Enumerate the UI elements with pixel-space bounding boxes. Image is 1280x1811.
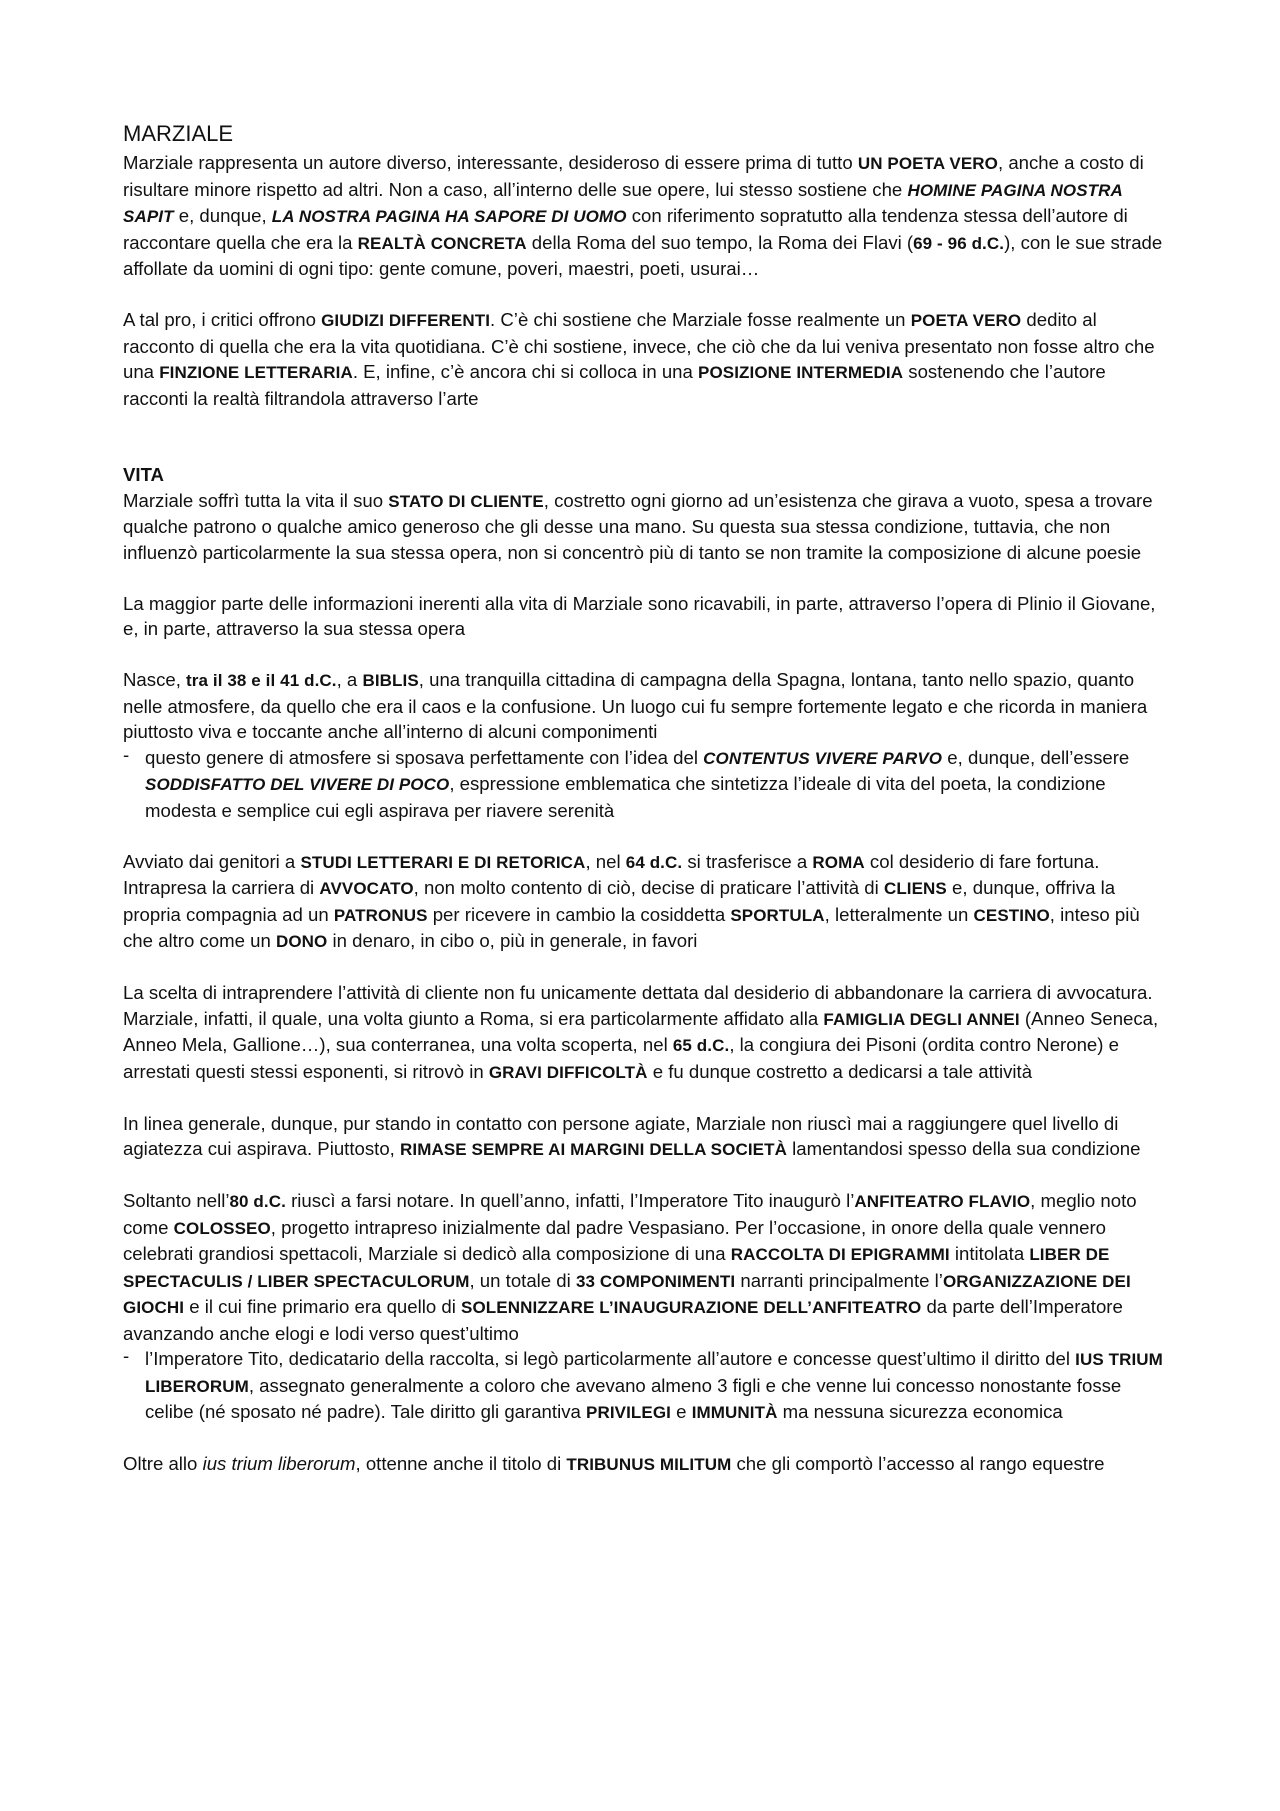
dash-marker: - — [123, 743, 130, 765]
vita-paragraph-2: La maggior parte delle informazioni inerenti alla vita di Marziale sono ricavabili, in parte, attraverso l’opera di Plinio il Giovane, e, in parte, attraverso la sua stessa opera — [123, 592, 1156, 639]
spacer — [123, 1163, 1167, 1189]
bullet-item-1: - questo genere di atmosfere si sposava perfettamente con l’idea del CONTENTUS VIVERE PARVO e, dunque, dell’essere SODDISFATTO DEL VIVERE DI POCO, espressione emblematica che sintetizza l’ideale di vita del poeta, la condizione modesta e semplice cui egli aspirava per riavere serenità — [123, 743, 1130, 821]
bullet-item-2: - l’Imperatore Tito, dedicatario della raccolta, si legò particolarmente all’autore e concesse quest’ultimo il diritto del IUS TRIUM LIBERORUM, assegnato generalmente a coloro che avevano almeno 3 figli e che venne lui concesso nonostante fosse celibe (né sposato né padre). Tale diritto gli garantiva PRIVILEGI e IMMUNITÀ ma nessuna sicurezza economica — [123, 1345, 1163, 1422]
spacer — [123, 282, 1167, 308]
spacer — [123, 565, 1167, 591]
vita-paragraph-7: Soltanto nell’80 d.C. riuscì a farsi notare. In quell’anno, infatti, l’Imperatore Tito inaugurò l’ANFITEATRO FLAVIO, meglio noto come COLOSSEO, progetto intrapreso inizialmente dal padre Vespasiano. Per l’occasione, in onore della quale vennero celebrati grandiosi spettacoli, Marziale si dedicò alla composizione di una RACCOLTA DI EPIGRAMMI intitolata LIBER DE SPECTACULIS / LIBER SPECTACULORUM, un totale di 33 COMPONIMENTI narranti principalmente l’ORGANIZZAZIONE DEI GIOCHI e il cui fine primario era quello di SOLENNIZZARE L’INAUGURAZIONE DELL’ANFITEATRO da parte dell’Imperatore avanzando anche elogi e lodi verso quest’ultimo — [123, 1190, 1137, 1344]
spacer — [123, 1085, 1167, 1111]
spacer — [123, 411, 1167, 462]
document-title: MARZIALE — [123, 121, 234, 146]
vita-paragraph-8: Oltre allo ius trium liberorum, ottenne anche il titolo di TRIBUNUS MILITUM che gli comportò l’accesso al rango equestre — [123, 1453, 1105, 1474]
vita-paragraph-6: In linea generale, dunque, pur stando in contatto con persone agiate, Marziale non riuscì mai a raggiungere quel livello di agiatezza cui aspirava. Piuttosto, RIMASE SEMPRE AI MARGINI DELLA SOCIETÀ lamentandosi spesso della sua condizione — [123, 1112, 1141, 1159]
spacer — [123, 642, 1167, 668]
vita-paragraph-5: La scelta di intraprendere l’attività di cliente non fu unicamente dettata dal desiderio di abbandonare la carriera di avvocatura. Marziale, infatti, il quale, una volta giunto a Roma, si era particolarmente affidato alla FAMIGLIA DEGLI ANNEI (Anneo Seneca, Anneo Mela, Gallione…), sua conterranea, una volta scoperta, nel 65 d.C., la congiura dei Pisoni (ordita contro Nerone) e arrestati questi stessi esponenti, si ritrovò in GRAVI DIFFICOLTÀ e fu dunque costretto a dedicarsi a tale attività — [123, 982, 1159, 1082]
critics-paragraph: A tal pro, i critici offrono GIUDIZI DIFFERENTI. C’è chi sostiene che Marziale fosse realmente un POETA VERO dedito al racconto di quella che era la vita quotidiana. C’è chi sostiene, invece, che ciò che da lui veniva presentato non fosse altro che una FINZIONE LETTERARIA. E, infine, c’è ancora chi si colloca in una POSIZIONE INTERMEDIA sostenendo che l’autore racconti la realtà filtrandola attraverso l’arte — [123, 309, 1155, 409]
vita-paragraph-3: Nasce, tra il 38 e il 41 d.C., a BIBLIS, una tranquilla cittadina di campagna della Spagna, lontana, tanto nello spazio, quanto nelle atmosfere, da quello che era il caos e la confusione. Un luogo cui fu sempre fortemente legato e che ricorda in maniera piuttosto viva e toccante anche all’interno di alcuni componimenti — [123, 669, 1148, 742]
spacer — [123, 955, 1167, 981]
spacer — [123, 823, 1167, 849]
vita-paragraph-4: Avviato dai genitori a STUDI LETTERARI E DI RETORICA, nel 64 d.C. si trasferisce a ROMA col desiderio di fare fortuna. Intrapresa la carriera di AVVOCATO, non molto contento di ciò, decise di praticare l’attività di CLIENS e, dunque, offriva la propria compagnia ad un PATRONUS per ricevere in cambio la cosiddetta SPORTULA, letteralmente un CESTINO, inteso più che altro come un DONO in denaro, in cibo o, più in generale, in favori — [123, 850, 1140, 951]
vita-paragraph-1: Marziale soffrì tutta la vita il suo STATO DI CLIENTE, costretto ogni giorno ad un’esistenza che girava a vuoto, spesa a trovare qualche patrono o qualche amico generoso che gli desse una mano. Su questa sua stessa condizione, tuttavia, che non influenzò particolarmente la sua stessa opera, non si concentrò più di tanto se non tramite la composizione di alcune poesie — [123, 489, 1153, 563]
dash-marker: - — [123, 1345, 130, 1366]
document-page — [123, 120, 1167, 1478]
vita-heading: VITA — [123, 464, 164, 485]
spacer — [123, 1426, 1167, 1452]
intro-paragraph: Marziale rappresenta un autore diverso, interessante, desideroso di essere prima di tutto UN POETA VERO, anche a costo di risultare minore rispetto ad altri. Non a caso, all’interno delle sue opere, lui stesso sostiene che HOMINE PAGINA NOSTRA SAPIT e, dunque, LA NOSTRA PAGINA HA SAPORE DI UOMO con riferimento sopratutto alla tendenza stessa dell’autore di raccontare quella che era la REALTÀ CONCRETA della Roma del suo tempo, la Roma dei Flavi (69 - 96 d.C.), con le sue strade affollate da uomini di ogni tipo: gente comune, poveri, maestri, poeti, usurai… — [123, 152, 1163, 279]
